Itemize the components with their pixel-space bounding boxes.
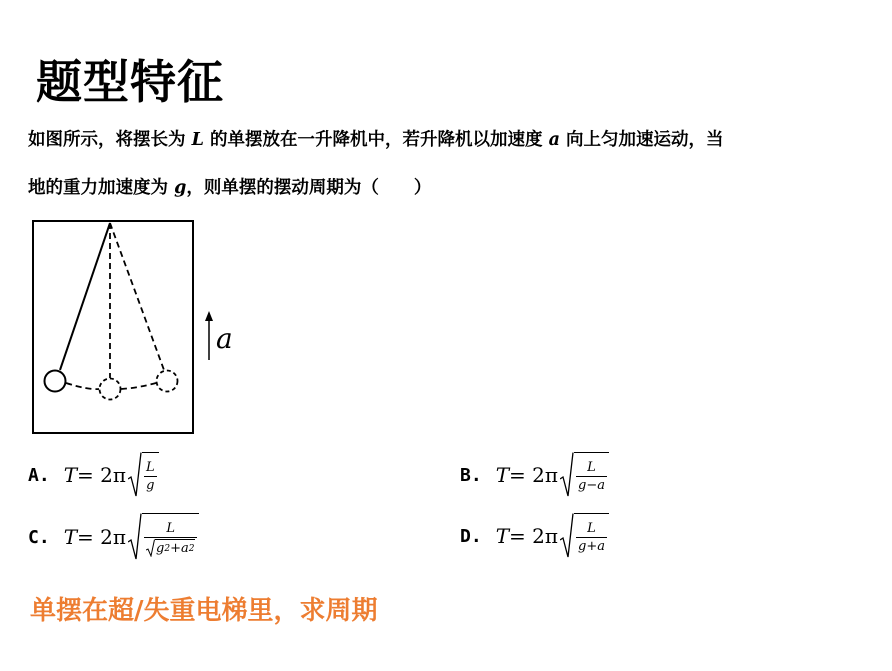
- formula-equals: = 2π: [77, 525, 127, 549]
- variable-a: a: [548, 130, 560, 150]
- fraction-denominator: g+a: [578, 538, 605, 554]
- option-letter: A.: [28, 464, 50, 486]
- question-text: 地的重力加速度为: [28, 178, 175, 198]
- formula-equals: = 2π: [509, 524, 559, 548]
- question-text: 如图所示，将摆长为: [28, 130, 192, 150]
- fraction-numerator: L: [587, 459, 596, 475]
- acceleration-label: a: [216, 322, 233, 355]
- elevator-box: [33, 221, 193, 433]
- question-line-2: [28, 176, 431, 200]
- pendulum-figure: [30, 218, 260, 444]
- formula-lhs: T: [63, 463, 78, 487]
- fraction-numerator: L: [146, 459, 155, 475]
- formula-lhs: T: [495, 524, 510, 548]
- option-letter: C.: [28, 526, 50, 548]
- question-text: 的单摆放在一升降机中，若升降机以加速度: [203, 130, 549, 150]
- den-base: g: [156, 540, 165, 556]
- option-letter: B.: [460, 464, 482, 486]
- fraction-denominator: g−a: [578, 477, 605, 493]
- option-b[interactable]: [460, 452, 609, 498]
- sqrt: [128, 513, 199, 561]
- dashed-string-right: [110, 223, 164, 370]
- question-text: 向上匀加速运动，当: [559, 130, 724, 150]
- formula-equals: = 2π: [509, 463, 559, 487]
- fraction-numerator: L: [166, 520, 176, 536]
- pendulum-diagram: [30, 218, 260, 440]
- option-d[interactable]: [460, 513, 609, 559]
- variable-g: g: [174, 178, 187, 198]
- fraction-denominator: g: [146, 477, 155, 493]
- fraction-denominator: [144, 537, 197, 557]
- variable-L: L: [191, 130, 204, 150]
- dashed-arc: [66, 383, 156, 389]
- sqrt: [128, 452, 159, 498]
- den-exp-1: 2: [164, 543, 171, 554]
- fraction-numerator: L: [587, 520, 596, 536]
- formula-equals: = 2π: [77, 463, 127, 487]
- acceleration-arrow-head: [205, 311, 213, 321]
- option-a[interactable]: [28, 452, 159, 498]
- pendulum-string: [60, 223, 110, 370]
- dashed-bob-center: [100, 379, 121, 400]
- option-c[interactable]: [28, 513, 199, 561]
- option-letter: D.: [460, 525, 482, 547]
- question-line-1: [28, 128, 724, 152]
- den-plus: +a: [170, 540, 189, 556]
- formula-lhs: T: [495, 463, 510, 487]
- pendulum-bob: [45, 371, 66, 392]
- summary-caption: 单摆在超/失重电梯里，求周期: [30, 596, 378, 626]
- page-title: 题型特征: [36, 55, 224, 109]
- sqrt: [560, 452, 609, 498]
- question-text: ，则单摆的摆动周期为（ ）: [186, 178, 432, 198]
- dashed-bob-right: [157, 371, 178, 392]
- formula-lhs: T: [63, 525, 78, 549]
- sqrt: [560, 513, 609, 559]
- den-exp-2: 2: [188, 543, 195, 554]
